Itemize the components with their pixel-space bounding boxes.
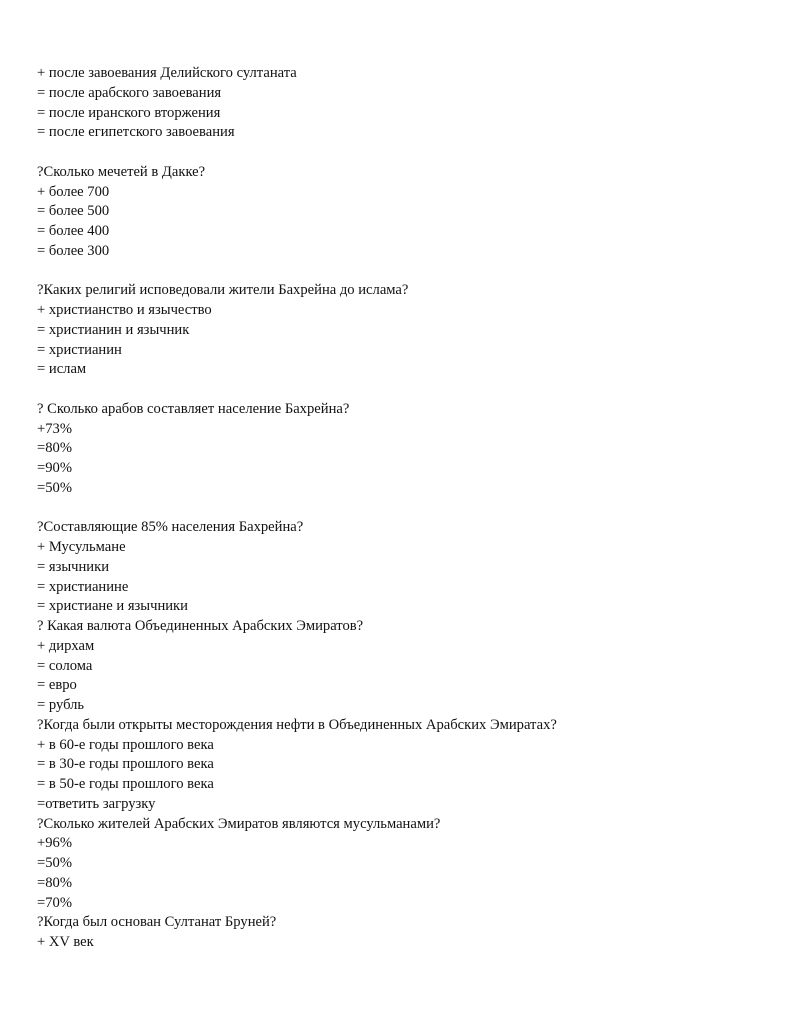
answer-line: + более 700	[37, 183, 110, 200]
answer-line: = рубль	[37, 697, 85, 713]
question-line: ?Когда были открыты месторождения нефти в Объединенных Арабских Эмиратах?	[37, 716, 557, 733]
blank-line	[37, 380, 777, 400]
answer-line: =70%	[37, 894, 72, 911]
answer-line: +96%	[37, 835, 72, 852]
answer-line: = в 50-е годы прошлого века	[37, 776, 214, 792]
answer-line: =50%	[37, 855, 72, 871]
answer-line: =80%	[37, 874, 72, 891]
question-line: ?Сколько мечетей в Дакке?	[37, 163, 206, 180]
answer-line: = более 500	[37, 203, 110, 220]
answer-line: = в 30-е годы прошлого века	[37, 756, 214, 773]
answer-line: =80%	[37, 440, 72, 457]
answer-line: =50%	[37, 479, 72, 496]
question-line: ?Сколько жителей Арабских Эмиратов являются мусульманами?	[37, 815, 441, 832]
answer-line: = ислам	[37, 361, 87, 378]
answer-line: = более 300	[37, 242, 110, 259]
answer-line: = евро	[37, 677, 77, 694]
answer-line: = солома	[37, 657, 93, 674]
answer-line: + в 60-е годы прошлого века	[37, 736, 214, 753]
blank-line	[37, 262, 777, 282]
answer-line: + Мусульмане	[37, 539, 126, 555]
answer-line: + после завоевания Делийского султаната	[37, 65, 297, 81]
answer-line: = язычники	[37, 558, 110, 575]
answer-line: = христиане и язычники	[37, 598, 188, 615]
blank-line	[37, 499, 777, 519]
question-line: ? Какая валюта Объединенных Арабских Эмиратов?	[37, 618, 364, 634]
answer-line: + дирхам	[37, 637, 95, 654]
answer-line: = христианин	[37, 341, 122, 358]
answer-line: + христианство и язычество	[37, 302, 212, 318]
answer-line: = христианин и язычник	[37, 321, 190, 338]
document-page	[37, 64, 777, 953]
answer-line: = после египетского завоевания	[37, 124, 235, 141]
question-line: ?Составляющие 85% населения Бахрейна?	[37, 519, 304, 536]
question-line: ?Когда был основан Султанат Бруней?	[37, 914, 277, 931]
answer-line: =90%	[37, 460, 72, 476]
answer-line: = после иранского вторжения	[37, 104, 221, 121]
answer-line: = христианине	[37, 578, 129, 595]
answer-line: = более 400	[37, 223, 110, 239]
answer-line: +73%	[37, 420, 72, 437]
answer-line: =ответить загрузку	[37, 795, 156, 812]
answer-line: + XV век	[37, 934, 94, 950]
blank-line	[37, 143, 777, 163]
answer-line: = после арабского завоевания	[37, 84, 222, 101]
question-line: ? Сколько арабов составляет население Бахрейна?	[37, 400, 350, 417]
question-line: ?Каких религий исповедовали жители Бахрейна до ислама?	[37, 282, 409, 299]
